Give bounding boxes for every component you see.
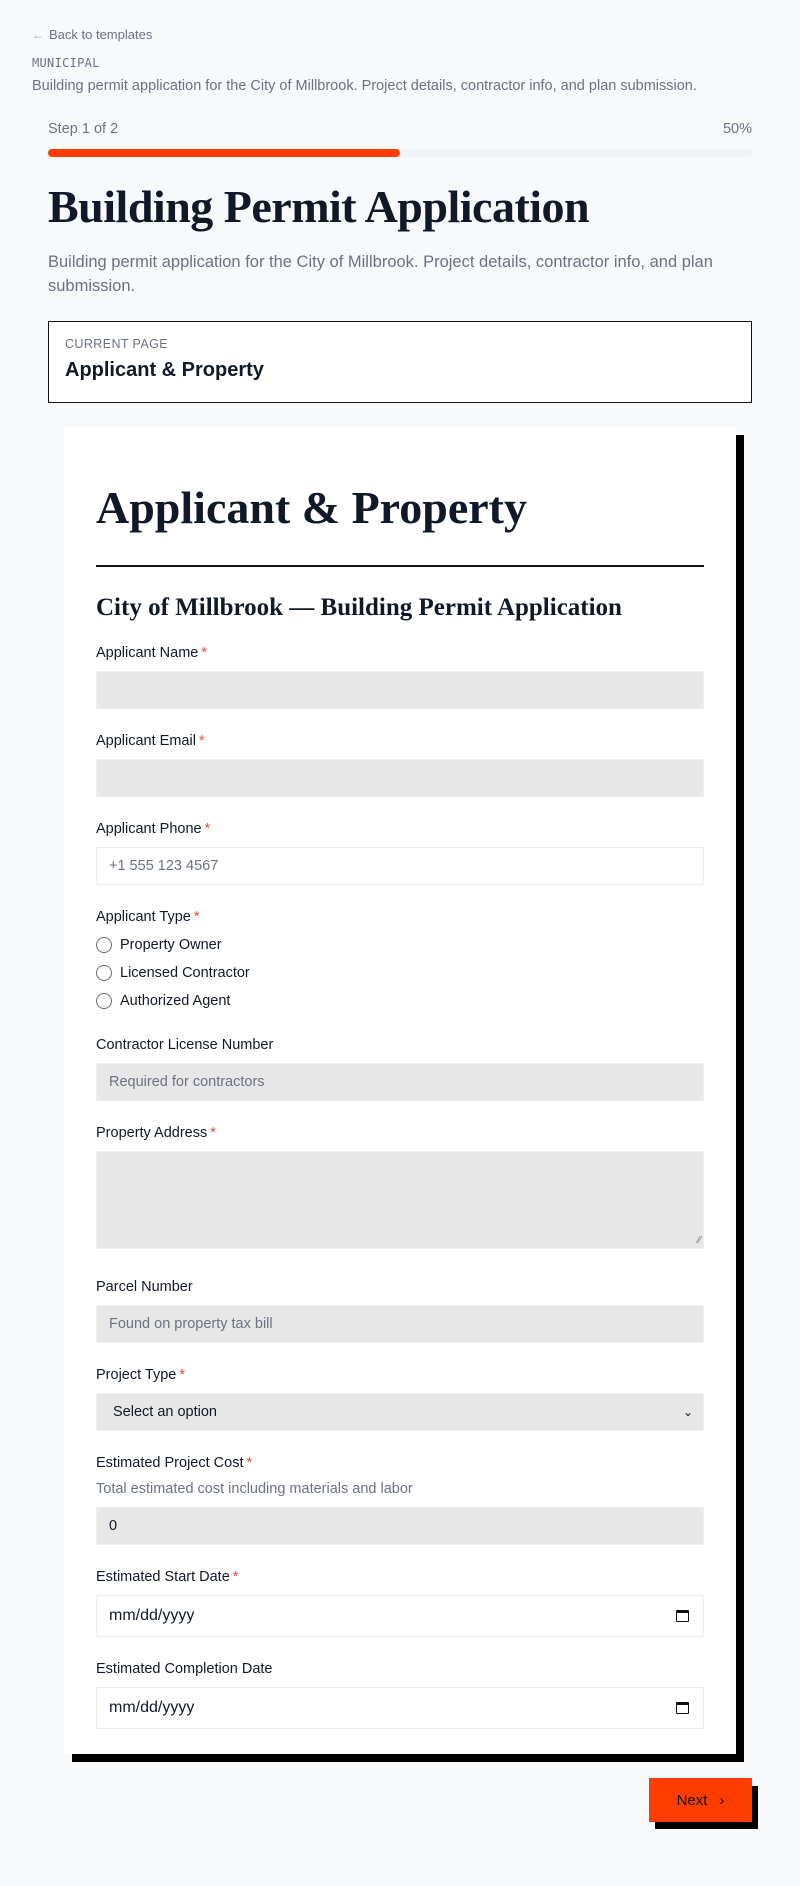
contractor-license-input[interactable] <box>96 1063 704 1101</box>
calendar-icon[interactable] <box>676 1702 689 1714</box>
radio-property-owner[interactable] <box>96 931 704 959</box>
estimated-cost-value: 0 <box>109 1517 118 1534</box>
template-description: Building permit application for the City of Millbrook. Project details, contractor info, and plan submission. <box>32 78 697 94</box>
parcel-number-label: Parcel Number <box>96 1278 193 1295</box>
required-marker: * <box>179 1366 185 1383</box>
required-marker: * <box>193 908 200 925</box>
calendar-icon[interactable] <box>676 1610 689 1622</box>
chevron-down-icon: ⌄ <box>682 1404 693 1419</box>
radio-authorized-agent[interactable] <box>96 987 704 1015</box>
required-marker: * <box>204 820 211 837</box>
completion-date-input[interactable] <box>96 1687 704 1729</box>
step-label: Step 1 of 2 <box>48 121 119 137</box>
progress-percent: 50% <box>722 121 752 137</box>
required-marker: * <box>198 732 205 749</box>
arrow-left-icon: ← <box>32 27 44 42</box>
field-project-type <box>96 1367 704 1431</box>
estimated-cost-input[interactable] <box>96 1507 704 1545</box>
field-estimated-cost <box>96 1455 704 1545</box>
field-contractor-license <box>96 1037 704 1101</box>
page-description: Building permit application for the City of Millbrook. Project details, contractor info, and plan submission. <box>48 253 713 295</box>
next-button-label: Next <box>676 1791 708 1809</box>
radio-circle-icon[interactable] <box>96 937 112 953</box>
current-page-value: Applicant & Property <box>65 359 264 381</box>
form-title: Applicant & Property <box>96 482 528 533</box>
applicant-type-radio-group <box>96 931 704 1015</box>
applicant-name-label: Applicant Name * <box>96 644 208 661</box>
applicant-email-input[interactable] <box>96 759 704 797</box>
property-address-textarea[interactable] <box>96 1151 704 1249</box>
chevron-right-icon: › <box>719 1791 725 1809</box>
applicant-phone-input[interactable] <box>96 847 704 885</box>
field-property-address <box>96 1125 704 1249</box>
completion-date-label: Estimated Completion Date <box>96 1660 273 1677</box>
project-type-selected: Select an option <box>113 1403 217 1420</box>
field-applicant-email <box>96 733 704 797</box>
applicant-phone-placeholder: +1 555 123 4567 <box>109 857 219 874</box>
field-applicant-type <box>96 909 704 1015</box>
contractor-license-label: Contractor License Number <box>96 1036 274 1053</box>
estimated-cost-label: Estimated Project Cost * <box>96 1454 253 1471</box>
radio-licensed-contractor[interactable] <box>96 959 704 987</box>
progress-fill <box>48 149 400 157</box>
form-card <box>64 427 736 1754</box>
progress-section <box>48 121 752 157</box>
start-date-label: Estimated Start Date * <box>96 1568 239 1585</box>
form-subtitle: City of Millbrook — Building Permit Application <box>96 593 622 621</box>
next-button[interactable] <box>649 1778 752 1822</box>
required-marker: * <box>246 1454 253 1471</box>
page-title: Building Permit Application <box>48 181 590 232</box>
parcel-number-placeholder: Found on property tax bill <box>109 1315 273 1332</box>
field-completion-date <box>96 1661 704 1729</box>
current-page-label: CURRENT PAGE <box>65 337 168 351</box>
radio-label: Licensed Contractor <box>120 964 250 981</box>
start-date-value: mm/dd/yyyy <box>109 1606 195 1624</box>
radio-circle-icon[interactable] <box>96 965 112 981</box>
category-tag: MUNICIPAL <box>32 56 100 70</box>
radio-circle-icon[interactable] <box>96 993 112 1009</box>
applicant-name-input[interactable] <box>96 671 704 709</box>
resize-handle-icon[interactable]: ∕∕ <box>697 1234 701 1246</box>
applicant-phone-label: Applicant Phone * <box>96 820 211 837</box>
parcel-number-input[interactable] <box>96 1305 704 1343</box>
required-marker: * <box>210 1124 216 1141</box>
radio-label: Authorized Agent <box>120 992 231 1009</box>
completion-date-value: mm/dd/yyyy <box>109 1698 195 1716</box>
applicant-email-label: Applicant Email * <box>96 732 205 749</box>
project-type-select[interactable] <box>96 1393 704 1431</box>
field-start-date <box>96 1569 704 1637</box>
back-link-label: Back to templates <box>49 27 153 42</box>
field-parcel-number <box>96 1279 704 1343</box>
required-marker: * <box>201 644 208 661</box>
project-type-label: Project Type * <box>96 1366 185 1383</box>
applicant-type-label: Applicant Type * <box>96 908 200 925</box>
back-to-templates-link[interactable] <box>32 27 152 42</box>
divider <box>96 565 704 567</box>
contractor-license-placeholder: Required for contractors <box>109 1073 265 1090</box>
start-date-input[interactable] <box>96 1595 704 1637</box>
field-applicant-phone <box>96 821 704 885</box>
estimated-cost-help: Total estimated cost including materials and labor <box>96 1480 413 1497</box>
progress-bar <box>48 149 752 157</box>
property-address-label: Property Address * <box>96 1124 216 1141</box>
required-marker: * <box>232 1568 239 1585</box>
current-page-box <box>48 321 752 403</box>
radio-label: Property Owner <box>120 936 222 953</box>
field-applicant-name <box>96 645 704 709</box>
